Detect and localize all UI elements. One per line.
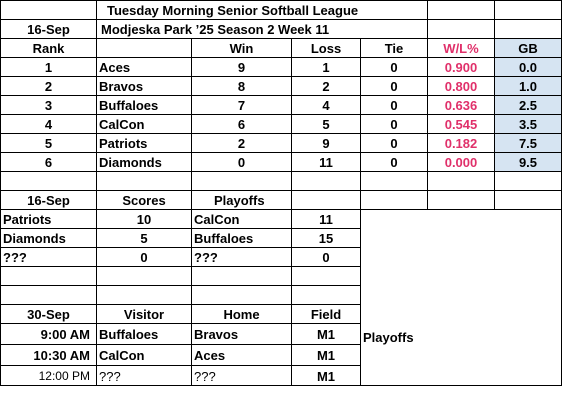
table-border-right bbox=[561, 0, 562, 386]
standing-win: 0 bbox=[191, 152, 291, 171]
game-visitor: ??? bbox=[96, 365, 191, 386]
score-value: 0 bbox=[291, 247, 360, 266]
standing-pct: 0.000 bbox=[427, 152, 494, 171]
league-title: Tuesday Morning Senior Softball League bbox=[96, 0, 427, 19]
score-team: CalCon bbox=[191, 209, 291, 228]
header-win: Win bbox=[191, 38, 291, 57]
game-time: 10:30 AM bbox=[0, 344, 96, 365]
game-visitor: Buffaloes bbox=[96, 323, 191, 344]
standing-rank: 2 bbox=[0, 76, 96, 95]
standing-rank: 3 bbox=[0, 95, 96, 114]
standing-rank: 6 bbox=[0, 152, 96, 171]
header-pct: W/L% bbox=[427, 38, 494, 57]
score-value: 0 bbox=[96, 247, 191, 266]
cell-blank bbox=[0, 285, 96, 304]
cell-blank bbox=[191, 171, 291, 190]
header-home: Home bbox=[191, 304, 291, 323]
cell-blank bbox=[427, 19, 494, 38]
standing-rank: 1 bbox=[0, 57, 96, 76]
game-time: 12:00 PM bbox=[0, 365, 96, 386]
season-subtitle: Modjeska Park ’25 Season 2 Week 11 bbox=[96, 19, 427, 38]
standing-tie: 0 bbox=[360, 57, 427, 76]
cell-blank bbox=[494, 0, 561, 19]
standing-win: 7 bbox=[191, 95, 291, 114]
cell-blank bbox=[96, 266, 191, 285]
header-rank: Rank bbox=[0, 38, 96, 57]
scores-header: Scores bbox=[96, 190, 191, 209]
standing-rank: 4 bbox=[0, 114, 96, 133]
cell-blank bbox=[427, 171, 494, 190]
scores-date: 16-Sep bbox=[0, 190, 96, 209]
game-home: ??? bbox=[191, 365, 291, 386]
standing-win: 2 bbox=[191, 133, 291, 152]
cell-blank bbox=[291, 171, 360, 190]
standing-team: CalCon bbox=[96, 114, 191, 133]
score-team: ??? bbox=[191, 247, 291, 266]
standing-loss: 5 bbox=[291, 114, 360, 133]
cell-blank bbox=[360, 190, 427, 209]
cell-blank bbox=[191, 285, 291, 304]
score-value: 5 bbox=[96, 228, 191, 247]
standing-pct: 0.545 bbox=[427, 114, 494, 133]
standing-rank: 5 bbox=[0, 133, 96, 152]
standing-loss: 2 bbox=[291, 76, 360, 95]
header-field: Field bbox=[291, 304, 360, 323]
standing-tie: 0 bbox=[360, 133, 427, 152]
standing-gb: 1.0 bbox=[494, 76, 561, 95]
playoffs-note: Playoffs bbox=[363, 330, 414, 345]
standing-tie: 0 bbox=[360, 76, 427, 95]
standing-gb: 0.0 bbox=[494, 57, 561, 76]
score-value: 15 bbox=[291, 228, 360, 247]
merged-area bbox=[360, 209, 561, 386]
game-home: Aces bbox=[191, 344, 291, 365]
standing-loss: 4 bbox=[291, 95, 360, 114]
game-field: M1 bbox=[291, 323, 360, 344]
standing-win: 6 bbox=[191, 114, 291, 133]
standing-team: Diamonds bbox=[96, 152, 191, 171]
standing-tie: 0 bbox=[360, 114, 427, 133]
score-team: Patriots bbox=[0, 209, 96, 228]
schedule-date: 30-Sep bbox=[0, 304, 96, 323]
score-team: Diamonds bbox=[0, 228, 96, 247]
standing-pct: 0.800 bbox=[427, 76, 494, 95]
standing-pct: 0.636 bbox=[427, 95, 494, 114]
table-border-bottom bbox=[0, 385, 562, 386]
score-value: 10 bbox=[96, 209, 191, 228]
standing-tie: 0 bbox=[360, 152, 427, 171]
game-field: M1 bbox=[291, 365, 360, 386]
standing-gb: 3.5 bbox=[494, 114, 561, 133]
game-visitor: CalCon bbox=[96, 344, 191, 365]
header-gb: GB bbox=[494, 38, 561, 57]
playoffs-header: Playoffs bbox=[191, 190, 291, 209]
standing-gb: 2.5 bbox=[494, 95, 561, 114]
header-loss: Loss bbox=[291, 38, 360, 57]
standing-win: 9 bbox=[191, 57, 291, 76]
header-tie: Tie bbox=[360, 38, 427, 57]
header-visitor: Visitor bbox=[96, 304, 191, 323]
cell-blank bbox=[494, 190, 561, 209]
standings-date: 16-Sep bbox=[0, 19, 96, 38]
standing-pct: 0.900 bbox=[427, 57, 494, 76]
cell-blank bbox=[96, 285, 191, 304]
cell-blank bbox=[291, 266, 360, 285]
cell-blank bbox=[360, 171, 427, 190]
score-value: 11 bbox=[291, 209, 360, 228]
cell-blank bbox=[191, 266, 291, 285]
cell-blank bbox=[96, 38, 191, 57]
standing-loss: 11 bbox=[291, 152, 360, 171]
standing-team: Bravos bbox=[96, 76, 191, 95]
cell-blank bbox=[0, 171, 96, 190]
standing-team: Patriots bbox=[96, 133, 191, 152]
standing-team: Buffaloes bbox=[96, 95, 191, 114]
standing-tie: 0 bbox=[360, 95, 427, 114]
game-home: Bravos bbox=[191, 323, 291, 344]
cell-blank bbox=[494, 19, 561, 38]
standing-loss: 9 bbox=[291, 133, 360, 152]
game-time: 9:00 AM bbox=[0, 323, 96, 344]
score-team: Buffaloes bbox=[191, 228, 291, 247]
cell-blank bbox=[96, 171, 191, 190]
cell-blank bbox=[0, 266, 96, 285]
game-field: M1 bbox=[291, 344, 360, 365]
standing-win: 8 bbox=[191, 76, 291, 95]
cell-blank bbox=[291, 285, 360, 304]
cell-blank bbox=[494, 171, 561, 190]
standing-loss: 1 bbox=[291, 57, 360, 76]
score-team: ??? bbox=[0, 247, 96, 266]
cell-blank bbox=[427, 0, 494, 19]
standing-pct: 0.182 bbox=[427, 133, 494, 152]
cell-blank bbox=[0, 0, 96, 19]
cell-blank bbox=[291, 190, 360, 209]
standing-gb: 7.5 bbox=[494, 133, 561, 152]
standing-gb: 9.5 bbox=[494, 152, 561, 171]
standing-team: Aces bbox=[96, 57, 191, 76]
cell-blank bbox=[427, 190, 494, 209]
